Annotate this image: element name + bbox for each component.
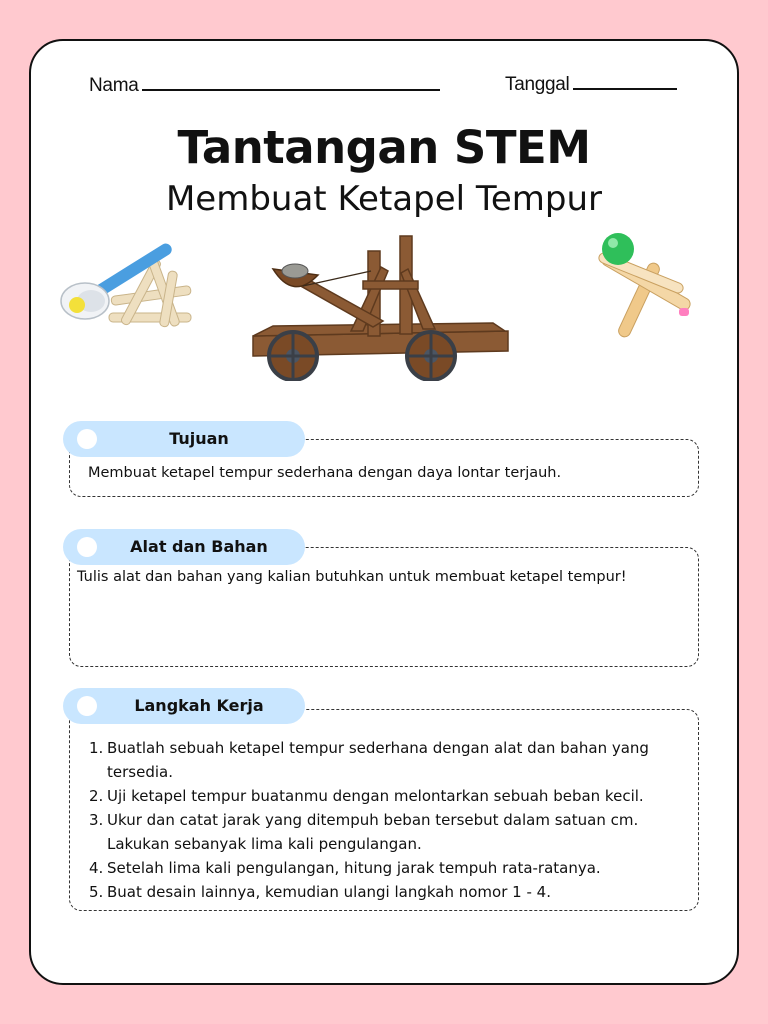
tujuan-header xyxy=(63,421,305,457)
langkah-header xyxy=(63,688,305,724)
tujuan-text: Membuat ketapel tempur sederhana dengan daya lontar terjauh. xyxy=(88,465,562,481)
wooden-siege-catapult-illustration xyxy=(243,231,513,381)
step-item: 2. Uji ketapel tempur buatanmu dengan melontarkan sebuah beban kecil. xyxy=(89,787,644,805)
date-field xyxy=(505,74,677,96)
tujuan-label: Tujuan xyxy=(169,429,229,448)
step-item: 3. Ukur dan catat jarak yang ditempuh beban tersebut dalam satuan cm. Lakukan sebanyak lima kali pengulangan. xyxy=(89,811,639,853)
alat-header xyxy=(63,529,305,565)
step-item: 4. Setelah lima kali pengulangan, hitung jarak tempuh rata-ratanya. xyxy=(89,859,601,877)
worksheet xyxy=(29,39,739,985)
name-line xyxy=(142,77,440,91)
alat-text: Tulis alat dan bahan yang kalian butuhkan untuk membuat ketapel tempur! xyxy=(77,569,627,585)
step-item: 5. Buat desain lainnya, kemudian ulangi langkah nomor 1 - 4. xyxy=(89,883,551,901)
langkah-label: Langkah Kerja xyxy=(134,696,264,715)
name-field xyxy=(89,75,440,97)
steps-list xyxy=(89,736,689,904)
name-label: Nama xyxy=(89,75,139,96)
popsicle-catapult-spoon-illustration xyxy=(59,221,209,336)
date-line xyxy=(573,76,677,90)
page-subtitle: Membuat Ketapel Tempur xyxy=(165,179,603,219)
page-title: Tantangan STEM xyxy=(177,121,591,174)
popsicle-catapult-ball-illustration xyxy=(591,224,703,342)
alat-box xyxy=(69,547,699,667)
alat-label: Alat dan Bahan xyxy=(130,537,268,556)
date-label: Tanggal xyxy=(505,74,570,95)
step-item: 1. Buatlah sebuah ketapel tempur sederhana dengan alat dan bahan yang tersedia. xyxy=(89,739,649,781)
